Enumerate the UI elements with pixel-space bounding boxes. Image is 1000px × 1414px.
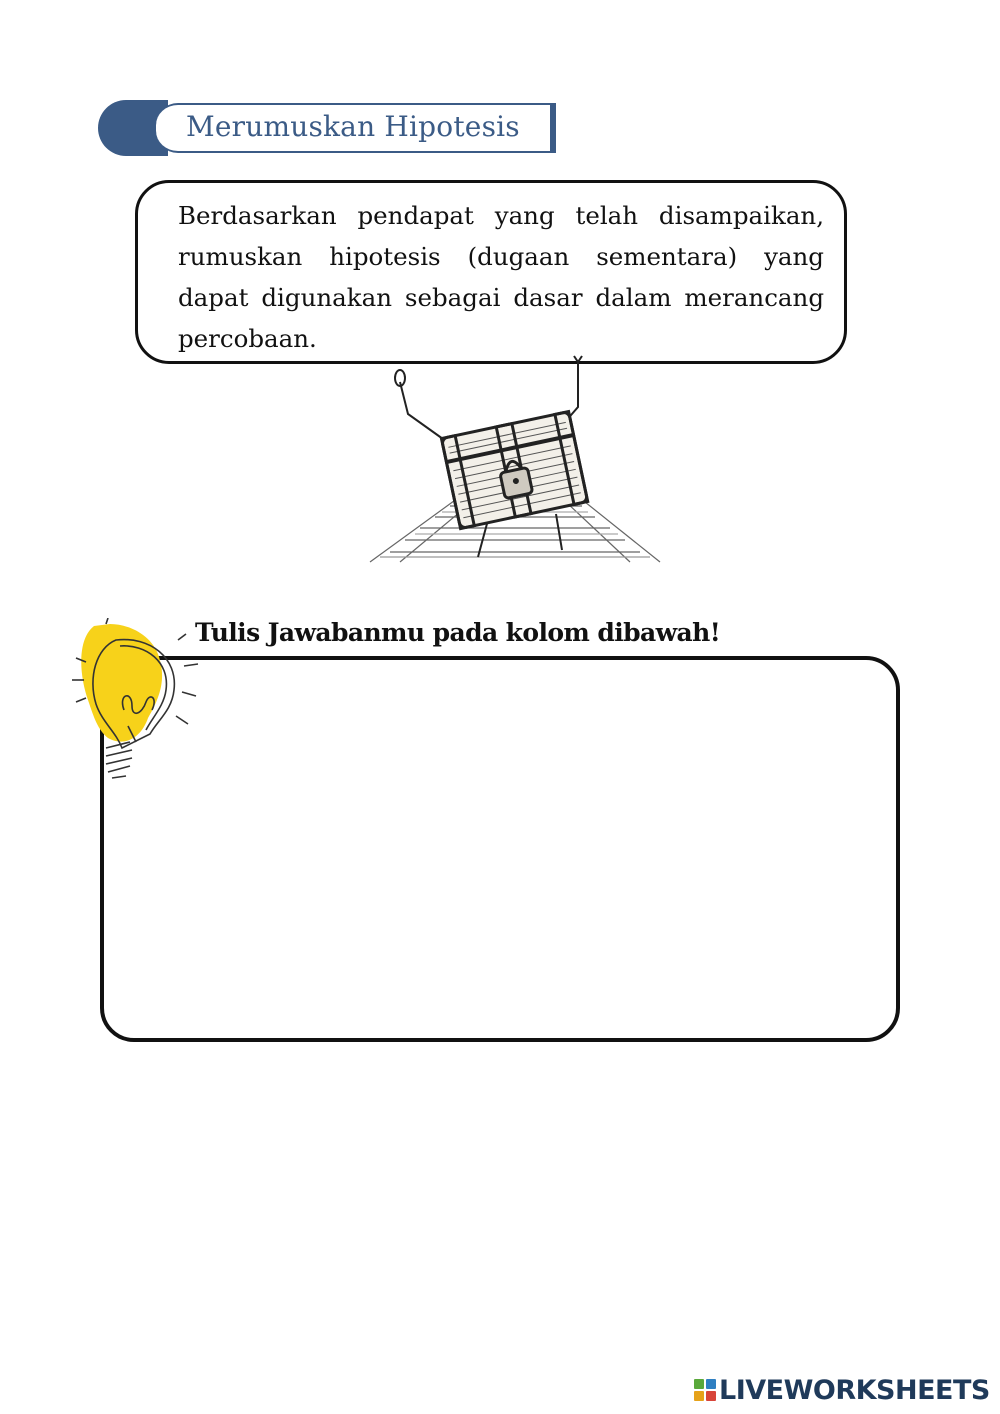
treasure-chest-icon [360, 352, 670, 564]
liveworksheets-logo [694, 1374, 990, 1406]
brand-mark-icon [694, 1379, 716, 1401]
instruction-text: Berdasarkan pendapat yang telah disampaikan, rumuskan hipotesis (dugaan sementara) yang dapat digunakan sebagai dasar dalam merancang percobaan. [178, 201, 824, 353]
instruction-box [135, 180, 847, 364]
answer-input-box[interactable] [100, 656, 900, 1042]
answer-heading: Tulis Jawabanmu pada kolom dibawah! [195, 618, 721, 647]
brand-name: LIVEWORKSHEETS [719, 1374, 990, 1406]
section-title: Merumuskan Hipotesis [186, 110, 520, 143]
light-bulb-icon [66, 618, 216, 788]
section-title-banner [98, 100, 560, 156]
